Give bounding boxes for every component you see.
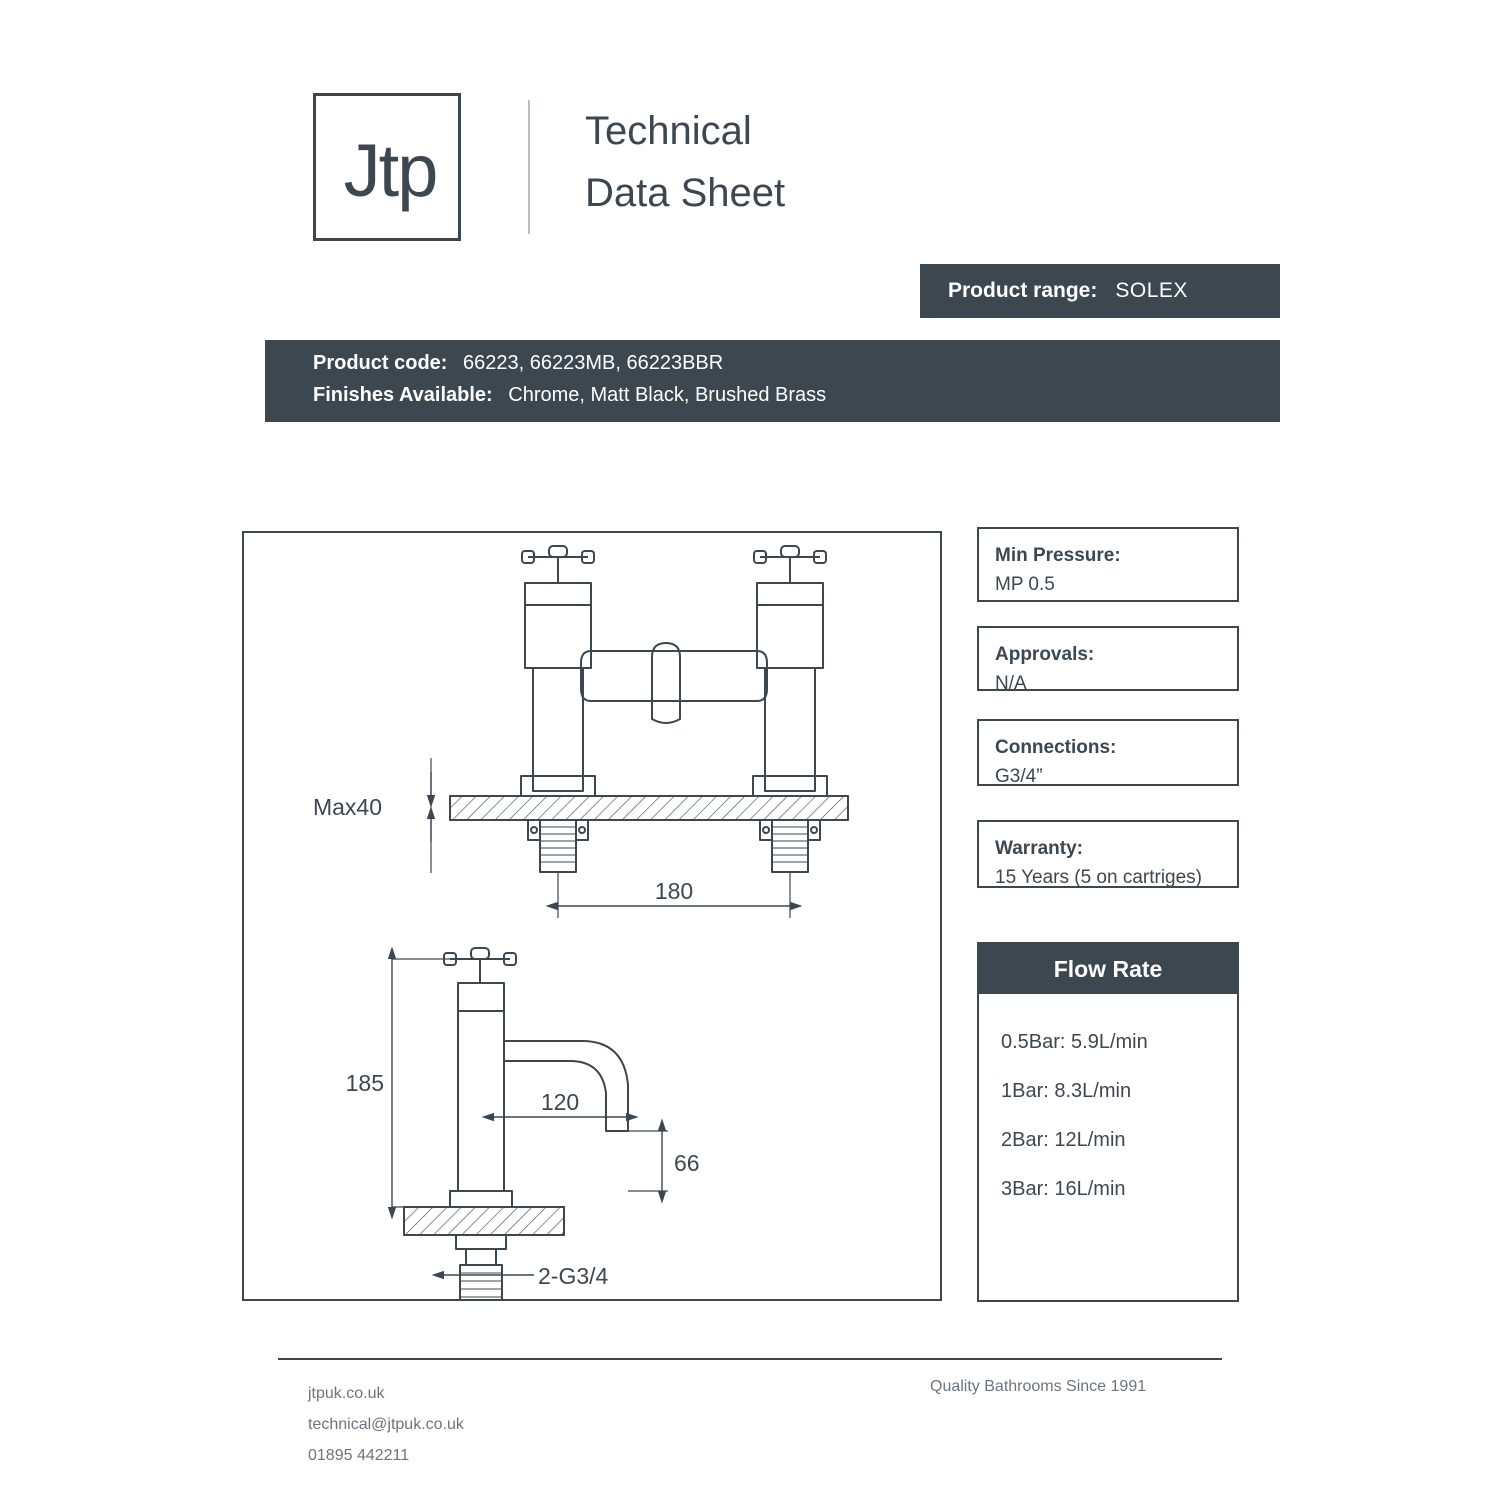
finishes-line — [313, 384, 1280, 407]
spec-warranty-value: 15 Years (5 on cartriges) — [995, 867, 1203, 889]
flow-rate-panel — [977, 942, 1239, 1302]
product-range-label: Product range: — [948, 279, 1098, 302]
technical-drawing-panel — [242, 531, 942, 1301]
dim-180-label: 180 — [654, 878, 694, 904]
header-divider — [528, 100, 530, 234]
spec-approvals — [977, 626, 1239, 695]
dim-185-label: 185 — [345, 1070, 384, 1096]
product-code-value: 66223, 66223MB, 66223BBR — [463, 352, 724, 374]
page-title-line1: Technical — [585, 109, 752, 153]
spec-min-pressure-value: MP 0.5 — [995, 574, 1055, 596]
dim-66-label: 66 — [674, 1150, 700, 1176]
flow-rate-row: 3Bar: 16L/min — [1001, 1178, 1126, 1200]
footer-contact — [308, 1378, 464, 1472]
footer-website[interactable]: jtpuk.co.uk — [308, 1385, 385, 1402]
footer-phone[interactable]: 01895 442211 — [308, 1447, 410, 1465]
finishes-value: Chrome, Matt Black, Brushed Brass — [508, 384, 827, 406]
spec-connections — [977, 719, 1239, 786]
dim-thread-label: 2-G3/4 — [538, 1263, 609, 1289]
flow-rate-row: 1Bar: 8.3L/min — [1001, 1080, 1132, 1102]
page-title-line2: Data Sheet — [585, 171, 786, 215]
logo-text: Jtp — [343, 128, 437, 212]
spec-min-pressure — [977, 527, 1239, 602]
spec-approvals-label: Approvals: — [995, 644, 1095, 665]
page-title — [585, 100, 785, 224]
spec-warranty-label: Warranty: — [995, 838, 1083, 859]
footer-email[interactable]: technical@jtpuk.co.uk — [308, 1416, 464, 1434]
spec-min-pressure-label: Min Pressure: — [995, 545, 1121, 566]
product-code-bar — [265, 340, 1280, 422]
spec-connections-label: Connections: — [995, 737, 1117, 758]
flow-rate-title: Flow Rate — [979, 944, 1237, 994]
product-range-value: SOLEX — [1115, 279, 1188, 302]
product-code-label: Product code: — [313, 352, 448, 374]
footer-divider — [278, 1358, 1222, 1360]
technical-drawing-svg — [244, 533, 940, 1299]
flow-rate-row: 0.5Bar: 5.9L/min — [1001, 1031, 1148, 1053]
footer-tagline: Quality Bathrooms Since 1991 — [930, 1378, 1147, 1395]
finishes-label: Finishes Available: — [313, 384, 493, 406]
spec-connections-value: G3/4” — [995, 766, 1043, 788]
spec-warranty — [977, 820, 1239, 888]
product-range-bar — [920, 264, 1280, 318]
product-code-line — [313, 352, 1280, 375]
flow-rate-row: 2Bar: 12L/min — [1001, 1129, 1126, 1151]
dim-120-label: 120 — [540, 1089, 580, 1115]
spec-approvals-value: N/A — [995, 673, 1027, 695]
dim-max40-label: Max40 — [312, 794, 382, 820]
flow-rate-list — [979, 994, 1237, 1214]
jtp-logo — [313, 93, 461, 241]
